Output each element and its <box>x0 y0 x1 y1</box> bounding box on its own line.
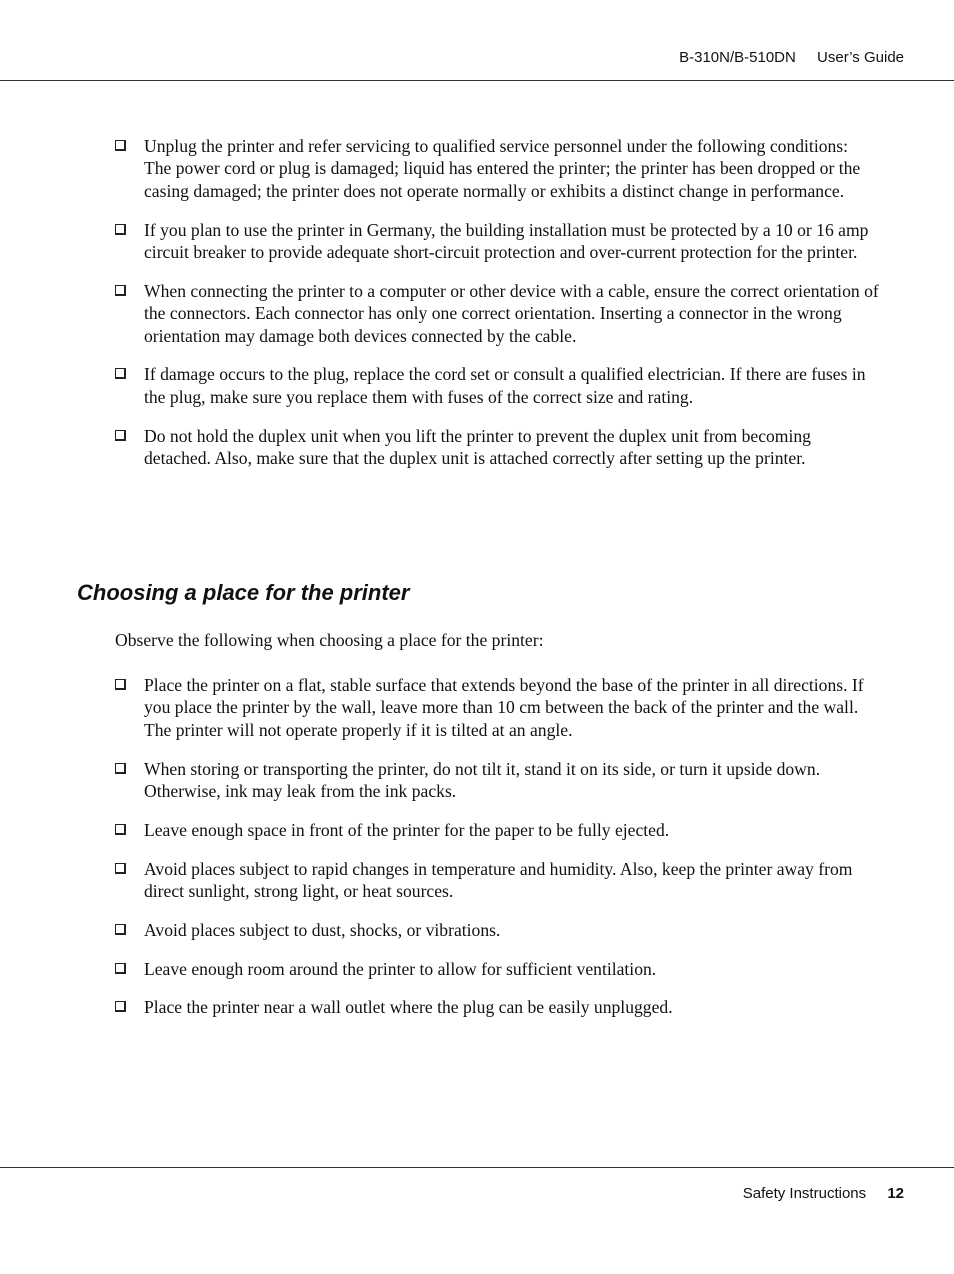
checkbox-bullet-icon <box>115 824 126 835</box>
list-item <box>115 758 879 803</box>
section-intro: Observe the following when choosing a place for the printer: <box>115 630 544 650</box>
list-item <box>115 819 879 841</box>
safety-list <box>115 135 879 486</box>
list-item-text: Unplug the printer and refer servicing to qualified service personnel under the following conditions: <box>144 136 849 156</box>
list-item-text: Avoid places subject to dust, shocks, or vibrations. <box>144 919 501 940</box>
header-guide-title: User’s Guide <box>817 49 904 66</box>
checkbox-bullet-icon <box>115 140 126 151</box>
list-item <box>115 280 879 347</box>
list-item <box>115 858 879 903</box>
placement-list <box>115 674 879 1035</box>
section-heading: Choosing a place for the printer <box>77 580 410 605</box>
header-model: B-310N/B-510DN <box>679 49 796 66</box>
header-rule <box>0 80 954 81</box>
list-item-text: If damage occurs to the plug, replace the cord set or consult a qualified electrician. If there are fuses in the plug, make sure you replace them with fuses of the correct size and rating. <box>144 364 866 407</box>
list-item-text: If you plan to use the printer in Germany, the building installation must be protected by a 10 or 16 amp circuit breaker to provide adequate short-circuit protection and over-current protection for the printer. <box>144 219 869 263</box>
list-item <box>115 996 879 1018</box>
list-item <box>115 425 879 470</box>
checkbox-bullet-icon <box>115 368 126 379</box>
checkbox-bullet-icon <box>115 285 126 296</box>
list-item <box>115 219 879 264</box>
checkbox-bullet-icon <box>115 924 126 935</box>
page-header <box>679 49 904 66</box>
list-item-text: Place the printer on a flat, stable surface that extends beyond the base of the printer in all directions. If you place the printer by the wall, leave more than 10 cm between the back of the printer and the wall. The printer will not operate properly if it is tilted at an angle. <box>144 675 864 740</box>
list-item-text: Place the printer near a wall outlet where the plug can be easily unplugged. <box>144 997 673 1018</box>
checkbox-bullet-icon <box>115 679 126 690</box>
list-item-text: Do not hold the duplex unit when you lift the printer to prevent the duplex unit from becoming detached. Also, make sure that the duplex unit is attached correctly after setting up the printer. <box>144 425 811 469</box>
list-item <box>115 135 879 202</box>
list-item <box>115 958 879 980</box>
checkbox-bullet-icon <box>115 963 126 974</box>
list-item-text: Avoid places subject to rapid changes in temperature and humidity. Also, keep the printer away from direct sunlight, strong light, or heat sources. <box>144 858 853 902</box>
checkbox-bullet-icon <box>115 224 126 235</box>
checkbox-bullet-icon <box>115 763 126 774</box>
list-item <box>115 363 879 408</box>
list-item-text: The power cord or plug is damaged; liquid has entered the printer; the printer has been dropped or the casing damaged; the printer does not operate normally or exhibits a distinct change in performance. <box>144 158 861 201</box>
checkbox-bullet-icon <box>115 1001 126 1012</box>
list-item-text: Leave enough space in front of the printer for the paper to be fully ejected. <box>144 819 670 840</box>
list-item-text: When storing or transporting the printer, do not tilt it, stand it on its side, or turn it upside down. Otherwise, ink may leak from the ink packs. <box>144 758 821 802</box>
footer-section-name: Safety Instructions <box>742 1185 867 1202</box>
list-item <box>115 919 879 941</box>
checkbox-bullet-icon <box>115 430 126 441</box>
checkbox-bullet-icon <box>115 863 126 874</box>
page-footer <box>743 1185 904 1202</box>
footer-rule <box>0 1167 954 1168</box>
list-item <box>115 674 879 741</box>
list-item-text: Leave enough room around the printer to allow for sufficient ventilation. <box>144 958 657 979</box>
list-item-text: When connecting the printer to a computer or other device with a cable, ensure the correct orientation of the connectors. Each connector has only one correct orientation. Inserting a connector in the wrong orientation may damage both devices connected by the cable. <box>144 280 879 346</box>
page-number: 12 <box>887 1185 904 1202</box>
